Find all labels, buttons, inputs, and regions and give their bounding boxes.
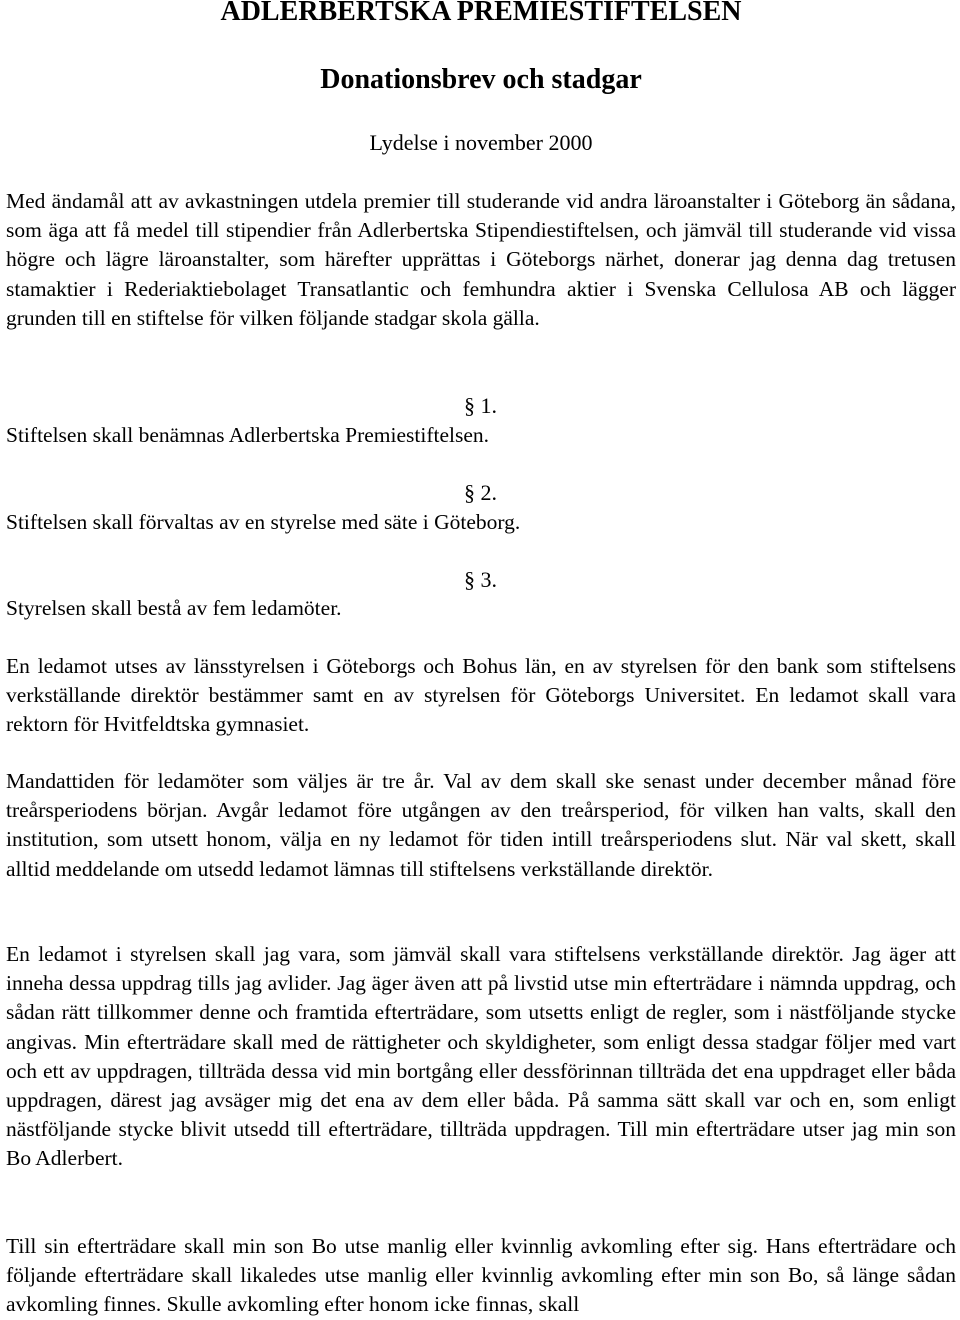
- paragraph-board-appointment: En ledamot utses av länsstyrelsen i Göteborgs och Bohus län, en av styrelsen för den bank som stiftelsens verkställande direktör bestämmer samt en av styrelsen för Göteborgs Universitet. En ledamot skall vara rektorn för Hvitfeldtska gymnasiet.: [6, 654, 956, 737]
- document-date-line: Lydelse i november 2000: [369, 130, 593, 155]
- section-mark-2: § 2.: [464, 480, 497, 505]
- section-2-text: Stiftelsen skall förvaltas av en styrelse med säte i Göteborg.: [6, 510, 521, 534]
- document-subtitle: Donationsbrev och stadgar: [320, 64, 642, 95]
- paragraph-successor-descendants: Till sin efterträdare skall min son Bo utse manlig eller kvinnlig avkomling efter sig. Hans efterträdare och följande efterträdare skall likaledes utse manlig eller kvinnlig avkomling efter min son Bo, så länge sådan avkomling finnes. Skulle avkomling efter honom icke finnas, skall: [6, 1234, 956, 1317]
- intro-paragraph: Med ändamål att av avkastningen utdela premier till studerande vid andra läroanstalter i Göteborg än sådana, som äga att få medel till stipendier från Adlerbertska Stipendiestiftelsen, och jämväl till studerande vid vissa högre och lägre läroanstalter, som härefter upprättas i Göteborgs närhet, donerar jag denna dag tretusen stamaktier i Rederiaktiebolaget Transatlantic och femhundra aktier i Svenska Cellulosa AB och lägger grunden till en stiftelse för vilken följande stadgar skola gälla.: [6, 189, 956, 330]
- paragraph-mandate-period: Mandattiden för ledamöter som väljes är tre år. Val av dem skall ske senast under december månad före treårsperiodens början. Avgår ledamot före utgången av den treårsperiod, för vilken han valts, skall den institution, som utsett honom, välja en ny ledamot för tiden intill treårsperiodens slut. När val skett, skall alltid meddelande om utsedd ledamot lämnas till stiftelsens verkställande direktör.: [6, 769, 956, 881]
- paragraph-director-succession: En ledamot i styrelsen skall jag vara, som jämväl skall vara stiftelsens verkställande direktör. Jag äger att inneha dessa uppdrag tills jag avlider. Jag äger även att på livstid utse min efterträdare i nämnda uppdrag, och sådan rätt tillkommer denne och framtida efterträdare, som utsetts enligt de regler, som i nästföljande stycke angivas. Min efterträdare skall med de rättigheter och skyldigheter, som enligt dessa stadgar följer med vart och ett av uppdragen, tillträda dessa vid min bortgång eller dessförinnan tillträda det ena uppdraget eller båda uppdragen, därest jag avsäger mig det ena av dem eller båda. På samma sätt skall var och en, som enligt nästföljande stycke blivit utsedd till efterträdare, tillträda uppdragen. Till min efterträdare utser jag min son Bo Adlerbert.: [6, 942, 956, 1171]
- document-title: ADLERBERTSKA PREMIESTIFTELSEN: [220, 0, 742, 27]
- section-mark-3: § 3.: [464, 567, 497, 592]
- section-mark-1: § 1.: [464, 393, 497, 418]
- section-3-text: Styrelsen skall bestå av fem ledamöter.: [6, 596, 342, 620]
- section-1-text: Stiftelsen skall benämnas Adlerbertska Premiestiftelsen.: [6, 423, 490, 447]
